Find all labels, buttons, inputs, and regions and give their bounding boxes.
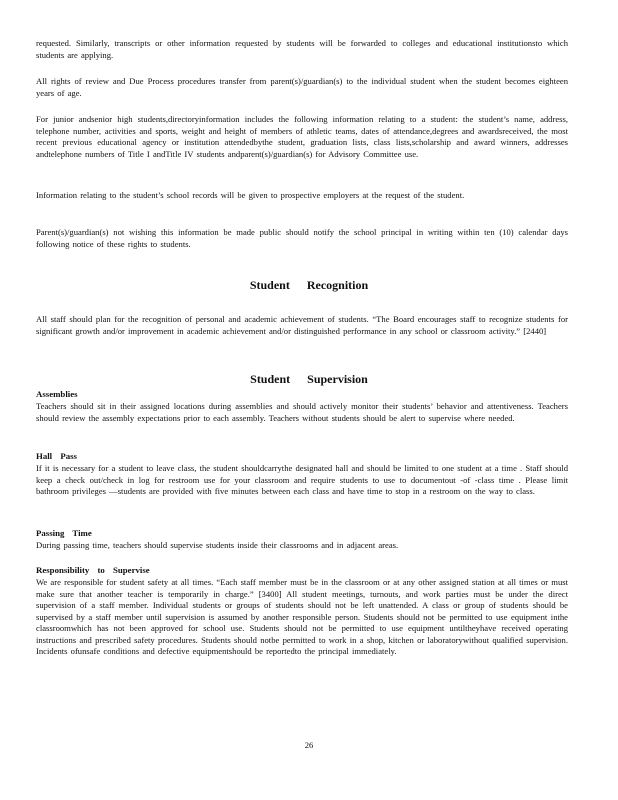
subheading-passing-time: Passing Time — [36, 528, 92, 538]
heading-student-recognition: Student Recognition — [249, 278, 369, 292]
subheading-assemblies: Assemblies — [36, 389, 78, 399]
subheading-responsibility-to-supervise: Responsibility to Supervise — [36, 565, 150, 575]
paragraph-records-forwarded: requested. Similarly, transcripts or other information requested by students will be forwarded to colleges and educational institutionsto which students are applying. — [36, 38, 568, 60]
paragraph-responsibility-to-supervise: We are responsible for student safety at all times. “Each staff member must be in the classroom or at any other assigned station at all times or must make sure that another teacher is temporarily in charge.” [3400] All student meetings, turnouts, and work parties must be under the direct supervision of a staff member. Individual students or groups of students should not be left unattended. A class or group of students should be supervised by a staff member until supervision is assumed by another responsible person. Students should not be permitted to use equipment inthe classroomwhich has not been approved for school use. Students should not be permitted to use equipment untiltheyhave received operating instructions and prescribed safety procedures. Students should notbe permitted to work in a shop, kitchen or laboratorywithout qualified supervision. Incidents ofunsafe conditions and defective equipmentshould be reportedto the principal immediately. — [36, 577, 568, 656]
paragraph-rights-transfer: All rights of review and Due Process procedures transfer from parent(s)/guardian(s) to the individual student when the student becomes eighteen years of age. — [36, 76, 568, 98]
paragraph-prospective-employers: Information relating to the student’s school records will be given to prospective employers at the request of the student. — [36, 190, 465, 200]
subheading-hall-pass: Hall Pass — [36, 451, 77, 461]
heading-student-supervision: Student Supervision — [250, 372, 368, 386]
paragraph-passing-time: During passing time, teachers should supervise students inside their classrooms and in adjacent areas. — [36, 540, 399, 550]
paragraph-assemblies: Teachers should sit in their assigned locations during assemblies and should actively monitor their students’ behavior and attentiveness. Teachers should review the assembly expectations prior to each assembly. Teachers without students should be alert to supervise where needed. — [36, 401, 568, 423]
paragraph-directory-information: For junior andsenior high students,directoryinformation includes the following information relating to a student: the student’s name, address, telephone number, activities and sports, weight and height of members of athletic teams, dates of attendance,degrees and awardsreceived, the most recent previous educational agency or institution attendedbythe student, graduation lists, class lists,scholarship and award winners, addresses andtelephone numbers of Title I andTitle IV students andparent(s)/guardian(s) for Advisory Committee use. — [36, 114, 568, 159]
page-number: 26 — [304, 740, 314, 750]
paragraph-hall-pass: If it is necessary for a student to leave class, the student shouldcarrythe designated hall and should be limited to one student at a time . Staff should keep a check out/check in log for restroom use for your classroom and require students to use to documentout -of -class time . Please limit bathroom privileges —students are provided with five minutes between each class and have time to stop in a restroom on the way to class. — [36, 463, 568, 496]
paragraph-recognition: All staff should plan for the recognition of personal and academic achievement of students. “The Board encourages staff to recognize students for significant growth and/or improvement in academic achievement and/or distinguished performance in any school or classroom activity.” [2440] — [36, 314, 568, 336]
paragraph-parent-notice: Parent(s)/guardian(s) not wishing this information be made public should notify the school principal in writing within ten (10) calendar days following notice of these rights to students. — [36, 227, 568, 249]
